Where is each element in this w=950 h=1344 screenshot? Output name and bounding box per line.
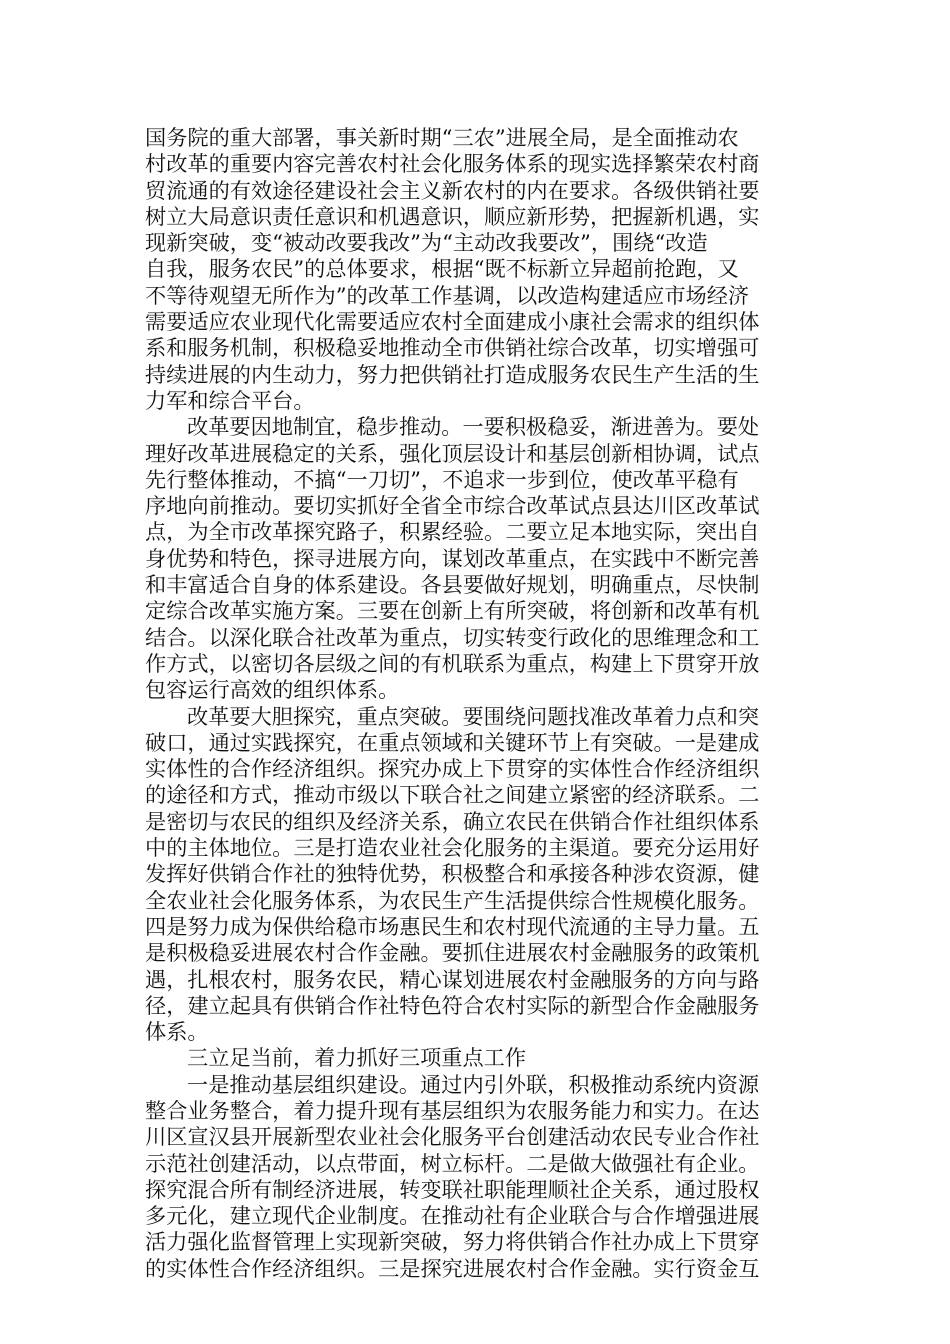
text-line: 和丰富适合自身的体系建设。各县要做好规划，明确重点，尽快制 bbox=[145, 572, 760, 598]
text-line: 发挥好供销合作社的独特优势，积极整合和承接各种涉农资源，健 bbox=[145, 861, 760, 887]
text-line: 定综合改革实施方案。三要在创新上有所突破，将创新和改革有机 bbox=[145, 598, 760, 624]
text-line: 系和服务机制，积极稳妥地推动全市供销社综合改革，切实增强可 bbox=[145, 335, 760, 361]
text-line: 理好改革进展稳定的关系，强化顶层设计和基层创新相协调，试点 bbox=[145, 440, 760, 466]
text-line: 现新突破，变“被动改要我改”为“主动改我要改”，围绕“改造 bbox=[145, 230, 708, 256]
text-line: 川区宣汉县开展新型农业社会化服务平台创建活动农民专业合作社 bbox=[145, 1124, 760, 1150]
text-line: 需要适应农业现代化需要适应农村全面建成小康社会需求的组织体 bbox=[145, 309, 760, 335]
text-line: 多元化，建立现代企业制度。在推动社有企业联合与合作增强进展 bbox=[145, 1203, 760, 1229]
text-line: 树立大局意识责任意识和机遇意识，顺应新形势，把握新机遇，实 bbox=[145, 203, 760, 229]
text-line: 持续进展的内生动力，努力把供销社打造成服务农民生产生活的生 bbox=[145, 361, 760, 387]
text-line: 先行整体推动，不搞“一刀切”，不追求一步到位，使改革平稳有 bbox=[145, 466, 739, 492]
text-line: 整合业务整合，着力提升现有基层组织为农服务能力和实力。在达 bbox=[145, 1097, 760, 1123]
text-line: 序地向前推动。要切实抓好全省全市综合改革试点县达川区改革试 bbox=[145, 493, 760, 519]
text-line: 探究混合所有制经济进展，转变联社职能理顺社企关系，通过股权 bbox=[145, 1176, 760, 1202]
text-line: 中的主体地位。三是打造农业社会化服务的主渠道。要充分运用好 bbox=[145, 835, 760, 861]
text-line: 遇，扎根农村，服务农民，精心谋划进展农村金融服务的方向与路 bbox=[145, 966, 760, 992]
text-line: 是积极稳妥进展农村合作金融。要抓住进展农村金融服务的政策机 bbox=[145, 940, 760, 966]
text-line: 国务院的重大部署，事关新时期“三农”进展全局，是全面推动农 bbox=[145, 125, 739, 150]
text-line: 改革要大胆探究，重点突破。要围绕问题找准改革着力点和突 bbox=[187, 703, 760, 729]
text-line: 一是推动基层组织建设。通过内引外联，积极推动系统内资源 bbox=[187, 1071, 760, 1097]
text-line: 结合。以深化联合社改革为重点，切实转变行政化的思维理念和工 bbox=[145, 624, 760, 650]
text-line: 力军和综合平台。 bbox=[145, 387, 315, 413]
text-line: 三立足当前，着力抓好三项重点工作 bbox=[187, 1045, 527, 1071]
text-line: 点，为全市改革探究路子，积累经验。二要立足本地实际，突出自 bbox=[145, 519, 760, 545]
text-line: 全农业社会化服务体系，为农民生产生活提供综合性规模化服务。 bbox=[145, 887, 760, 913]
text-line: 村改革的重要内容完善农村社会化服务体系的现实选择繁荣农村商 bbox=[145, 151, 760, 177]
text-line: 贸流通的有效途径建设社会主义新农村的内在要求。各级供销社要 bbox=[145, 177, 760, 203]
text-line: 活力强化监督管理上实现新突破，努力将供销合作社办成上下贯穿 bbox=[145, 1229, 760, 1255]
text-line: 作方式，以密切各层级之间的有机联系为重点，构建上下贯穿开放 bbox=[145, 650, 760, 676]
text-line: 实体性的合作经济组织。探究办成上下贯穿的实体性合作经济组织 bbox=[145, 756, 760, 782]
text-line: 体系。 bbox=[145, 1019, 209, 1045]
text-line: 身优势和特色，探寻进展方向，谋划改革重点，在实践中不断完善 bbox=[145, 545, 760, 571]
text-line: 径，建立起具有供销合作社特色符合农村实际的新型合作金融服务 bbox=[145, 992, 760, 1018]
text-line: 改革要因地制宜，稳步推动。一要积极稳妥，渐进善为。要处 bbox=[187, 414, 760, 440]
text-line: 示范社创建活动，以点带面，树立标杆。二是做大做强社有企业。 bbox=[145, 1150, 760, 1176]
document-page bbox=[145, 125, 807, 1282]
text-line: 的实体性合作经济组织。三是探究进展农村合作金融。实行资金互 bbox=[145, 1255, 760, 1281]
text-line: 破口，通过实践探究，在重点领域和关键环节上有突破。一是建成 bbox=[145, 729, 760, 755]
text-line: 四是努力成为保供给稳市场惠民生和农村现代流通的主导力量。五 bbox=[145, 913, 760, 939]
text-line: 不等待观望无所作为”的改革工作基调，以改造构建适应市场经济 bbox=[145, 282, 750, 308]
text-line: 的途径和方式，推动市级以下联合社之间建立紧密的经济联系。二 bbox=[145, 782, 760, 808]
text-line: 是密切与农民的组织及经济关系，确立农民在供销合作社组织体系 bbox=[145, 808, 760, 834]
text-line: 包容运行高效的组织体系。 bbox=[145, 677, 400, 703]
text-line: 自我，服务农民”的总体要求，根据“既不标新立异超前抢跑，又 bbox=[145, 256, 739, 282]
